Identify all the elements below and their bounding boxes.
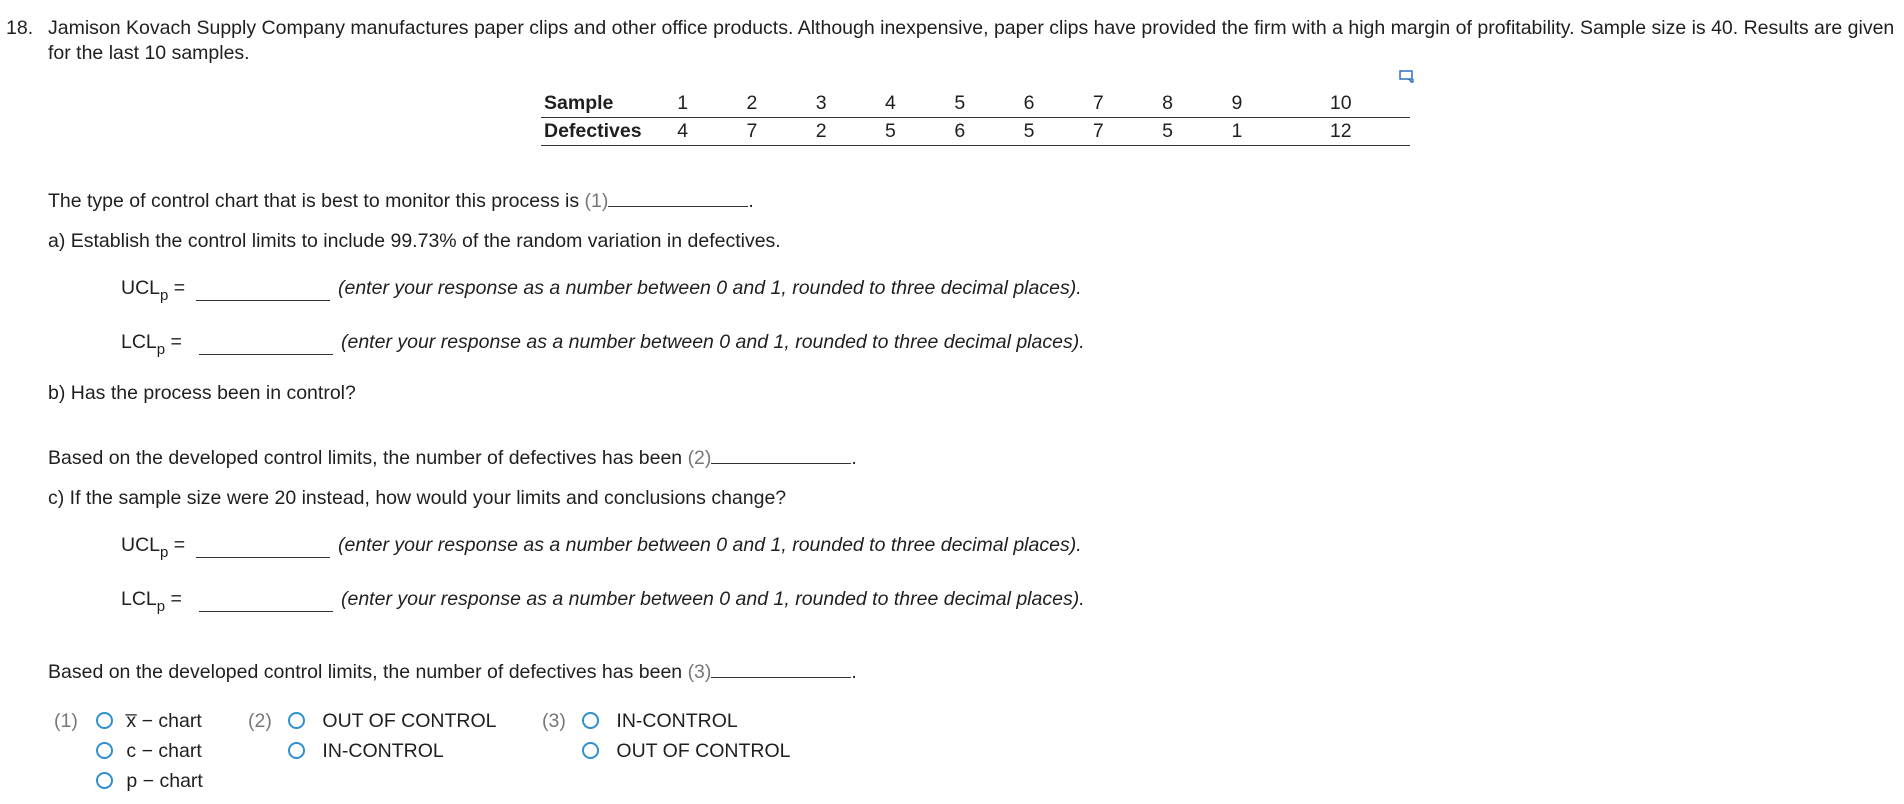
sample-cell: 10 [1272,90,1410,118]
option-label: OUT OF CONTROL [616,740,791,762]
chart-type-line [48,186,754,213]
ucl-subscript: p [160,544,169,561]
option-label: IN-CONTROL [616,710,738,732]
sample-row [541,90,1410,118]
sample-cell: 6 [994,90,1063,118]
answer-blank-1[interactable] [608,186,748,207]
lcl-c-hint: (enter your response as a number between 0 and 1, rounded to three decimal places). [341,588,1085,610]
lcl-c-row [121,587,182,613]
defectives-cell: 5 [1133,118,1202,146]
part-a-text: a) Establish the control limits to include 99.73% of the random variation in defectives. [48,230,781,252]
ucl-label: UCL [121,277,161,299]
part-c-text: c) If the sample size were 20 instead, how would your limits and conclusions change? [48,487,787,509]
option-out-of-control-3[interactable] [582,739,790,763]
chart-type-text: The type of control chart that is best to monitor this process is [48,190,580,212]
ucl-a-hint: (enter your response as a number between 0 and 1, rounded to three decimal places). [338,277,1082,299]
radio-icon[interactable] [288,712,305,729]
option-label: OUT OF CONTROL [322,710,497,732]
option-group-3-marker: (3) [542,710,566,732]
blank-marker-2: (2) [687,447,712,469]
lcl-a-hint: (enter your response as a number between 0 and 1, rounded to three decimal places). [341,331,1085,353]
answer-blank-2[interactable] [711,443,851,464]
defectives-cell: 6 [925,118,994,146]
defectives-cell: 7 [717,118,786,146]
sample-cell: 4 [856,90,925,118]
option-out-of-control-2[interactable] [288,709,496,733]
defectives-cell: 5 [994,118,1063,146]
option-xbar-chart[interactable] [96,709,202,733]
sample-cell: 5 [925,90,994,118]
part-b-conclusion-line [48,443,857,470]
option-group-1-marker: (1) [54,710,78,732]
expand-table-icon[interactable] [1399,70,1415,83]
option-label: x̅ − chart [126,710,202,732]
equals-sign: = [170,331,182,353]
defectives-cell: 7 [1064,118,1133,146]
period: . [851,447,857,469]
lcl-a-input[interactable] [199,332,333,355]
equals-sign: = [173,277,186,299]
lcl-subscript: p [156,341,166,358]
lcl-a-row [121,330,182,356]
radio-icon[interactable] [96,772,113,789]
option-c-chart[interactable] [96,739,202,763]
part-b-text: b) Has the process been in control? [48,382,356,404]
lcl-c-input[interactable] [199,589,333,612]
sample-cell: 9 [1202,90,1271,118]
radio-icon[interactable] [582,712,599,729]
option-p-chart[interactable] [96,769,203,793]
conclusion-text: Based on the developed control limits, the number of defectives has been [48,447,683,469]
lcl-subscript: p [156,598,166,615]
period: . [851,661,857,683]
ucl-c-hint: (enter your response as a number between 0 and 1, rounded to three decimal places). [338,534,1082,556]
question-number: 18. [6,17,34,39]
row-label-sample: Sample [541,90,648,118]
ucl-label: UCL [121,534,161,556]
ucl-c-input[interactable] [196,535,330,558]
equals-sign: = [170,588,182,610]
answer-blank-3[interactable] [711,657,851,678]
radio-icon[interactable] [96,742,113,759]
option-label: p − chart [126,770,203,792]
period: . [748,190,754,212]
defectives-cell: 5 [856,118,925,146]
conclusion-text: Based on the developed control limits, the number of defectives has been [48,661,683,683]
radio-icon[interactable] [582,742,599,759]
defectives-cell: 2 [787,118,856,146]
blank-marker-3: (3) [687,661,712,683]
sample-cell: 3 [787,90,856,118]
radio-icon[interactable] [288,742,305,759]
defectives-cell: 1 [1202,118,1271,146]
ucl-c-row [121,533,185,559]
option-group-2-marker: (2) [248,710,272,732]
defectives-cell: 4 [648,118,717,146]
question-text: Jamison Kovach Supply Company manufactures paper clips and other office products. Although inexpensive, paper clips have provided the firm with a high margin of profitability. Sample size is 40. Results are given for the last 10 samples. [48,17,1895,64]
part-c-conclusion-line [48,657,857,684]
sample-cell: 8 [1133,90,1202,118]
ucl-a-row [121,276,185,302]
option-in-control-2[interactable] [288,739,444,763]
sample-cell: 1 [648,90,717,118]
option-label: IN-CONTROL [322,740,444,762]
lcl-label: LCL [121,588,157,610]
sample-cell: 2 [717,90,786,118]
ucl-a-input[interactable] [196,278,330,301]
lcl-label: LCL [121,331,157,353]
row-label-defectives: Defectives [541,118,648,146]
ucl-subscript: p [160,287,169,304]
blank-marker-1: (1) [584,190,609,212]
radio-icon[interactable] [96,712,113,729]
defectives-cell: 12 [1272,118,1410,146]
defectives-row [541,118,1410,146]
sample-cell: 7 [1064,90,1133,118]
option-in-control-3[interactable] [582,709,738,733]
equals-sign: = [173,534,186,556]
defects-table [541,90,1410,146]
option-label: c − chart [126,740,202,762]
